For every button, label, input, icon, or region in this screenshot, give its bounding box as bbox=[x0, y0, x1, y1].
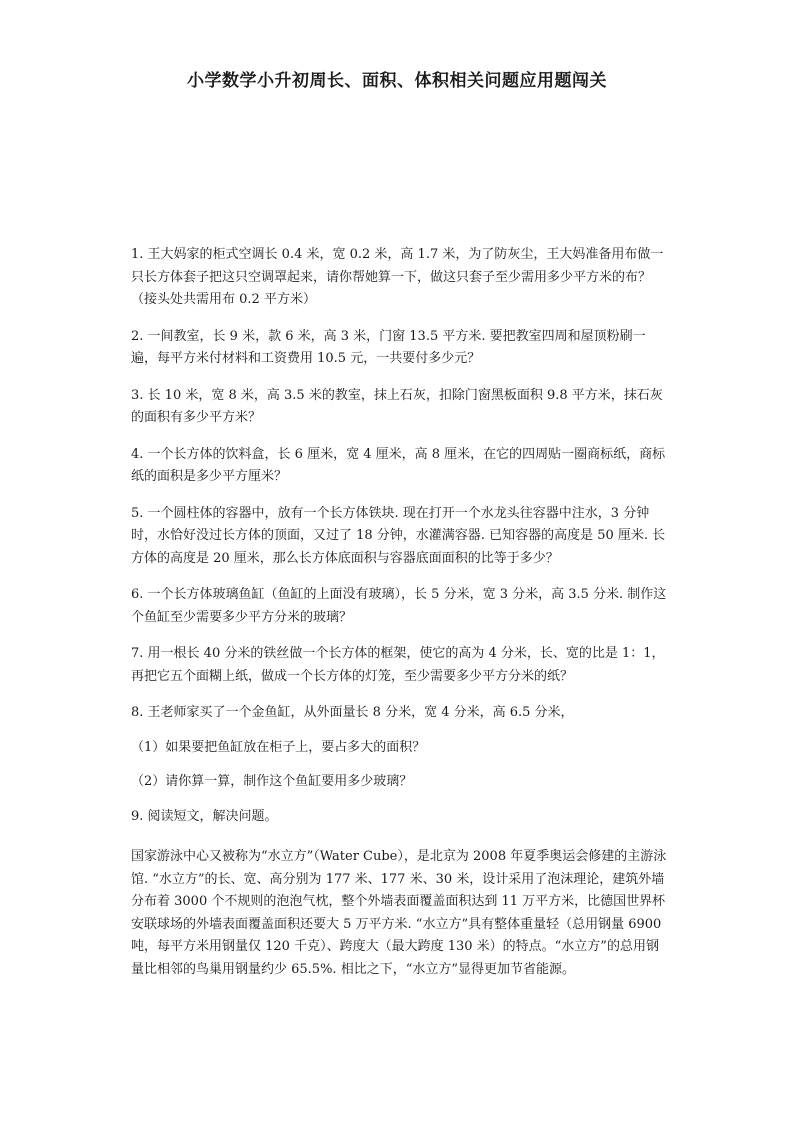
problem-1: 1. 王大妈家的柜式空调长 0.4 米，宽 0.2 米，高 1.7 米，为了防灰尘，王大妈准备用布做一只长方体套子把这只空调罩起来，请你帮她算一下，做这只套子至少需用多少平方米的布？（接头处共需用布 0.2 平方米） bbox=[131, 247, 664, 307]
problem-7: 7. 用一根长 40 分米的铁丝做一个长方体的框架，使它的高为 4 分米，长、宽的比是 1：1，再把它五个面糊上纸，做成一个长方体的灯笼，至少需要多少平方分米的纸？ bbox=[131, 646, 665, 684]
problem-list bbox=[131, 244, 669, 981]
problem-8-sub-2: （2）请你算一算，制作这个鱼缸要用多少玻璃？ bbox=[131, 774, 413, 789]
problem-4: 4. 一个长方体的饮料盒，长 6 厘米，宽 4 厘米，高 8 厘米，在它的四周贴一圈商标纸，商标纸的面积是多少平方厘米？ bbox=[131, 446, 666, 484]
problem-6: 6. 一个长方体玻璃鱼缸（鱼缸的上面没有玻璃），长 5 分米，宽 3 分米，高 3.5 分米. 制作这个鱼缸至少需要多少平方分米的玻璃？ bbox=[131, 587, 667, 625]
page-title: 小学数学小升初周长、面积、体积相关问题应用题闯关 bbox=[187, 71, 607, 91]
problem-9: 9. 阅读短文，解决问题。 bbox=[131, 808, 278, 824]
problem-5: 5. 一个圆柱体的容器中，放有一个长方体铁块. 现在打开一个水龙头往容器中注水，3 分钟时，水恰好没过长方体的顶面，又过了 18 分钟，水灌满容器. 已知容器的高度是 50 厘米. 长方体的高度是 20 厘米，那么长方体底面积与容器底面面积的比等于多少？ bbox=[131, 505, 666, 566]
problem-2: 2. 一间教室，长 9 米，款 6 米，高 3 米，门窗 13.5 平方米. 要把教室四周和屋顶粉刷一遍，每平方米付材料和工资费用 10.5 元，一共要付多少元？ bbox=[131, 328, 646, 366]
problem-8-sub-1: （1）如果要把鱼缸放在柜子上，要占多大的面积？ bbox=[131, 739, 426, 755]
reading-passage: 国家游泳中心又被称为“水立方”（Water Cube），是北京为 2008 年夏季奥运会修建的主游泳馆. “水立方”的长、宽、高分别为 177 米、177 米、30 米，设计采用了泡沫理论，建筑外墙分布着 3000 个不规则的泡泡气枕，整个外墙表面覆盖面积达到 11 万平方米，比德国世界杯安联球场的外墙表面覆盖面积还要大 5 万平方米. “水立方”具有整体重量轻（总用钢量 6900 吨，每平方米用钢量仅 120 千克）、跨度大（最大跨度 130 米）的特点。“水立方”的总用钢量比相邻的鸟巢用钢量约少 65.5%. 相比之下，“水立方”显得更加节省能源。 bbox=[131, 849, 667, 977]
problem-8: 8. 王老师家买了一个金鱼缸，从外面量长 8 分米，宽 4 分米，高 6.5 分米， bbox=[131, 705, 574, 720]
problem-3: 3. 长 10 米，宽 8 米，高 3.5 米的教室，抹上石灰，扣除门窗黑板面积 9.8 平方米，抹石灰的面积有多少平方米？ bbox=[131, 387, 663, 425]
